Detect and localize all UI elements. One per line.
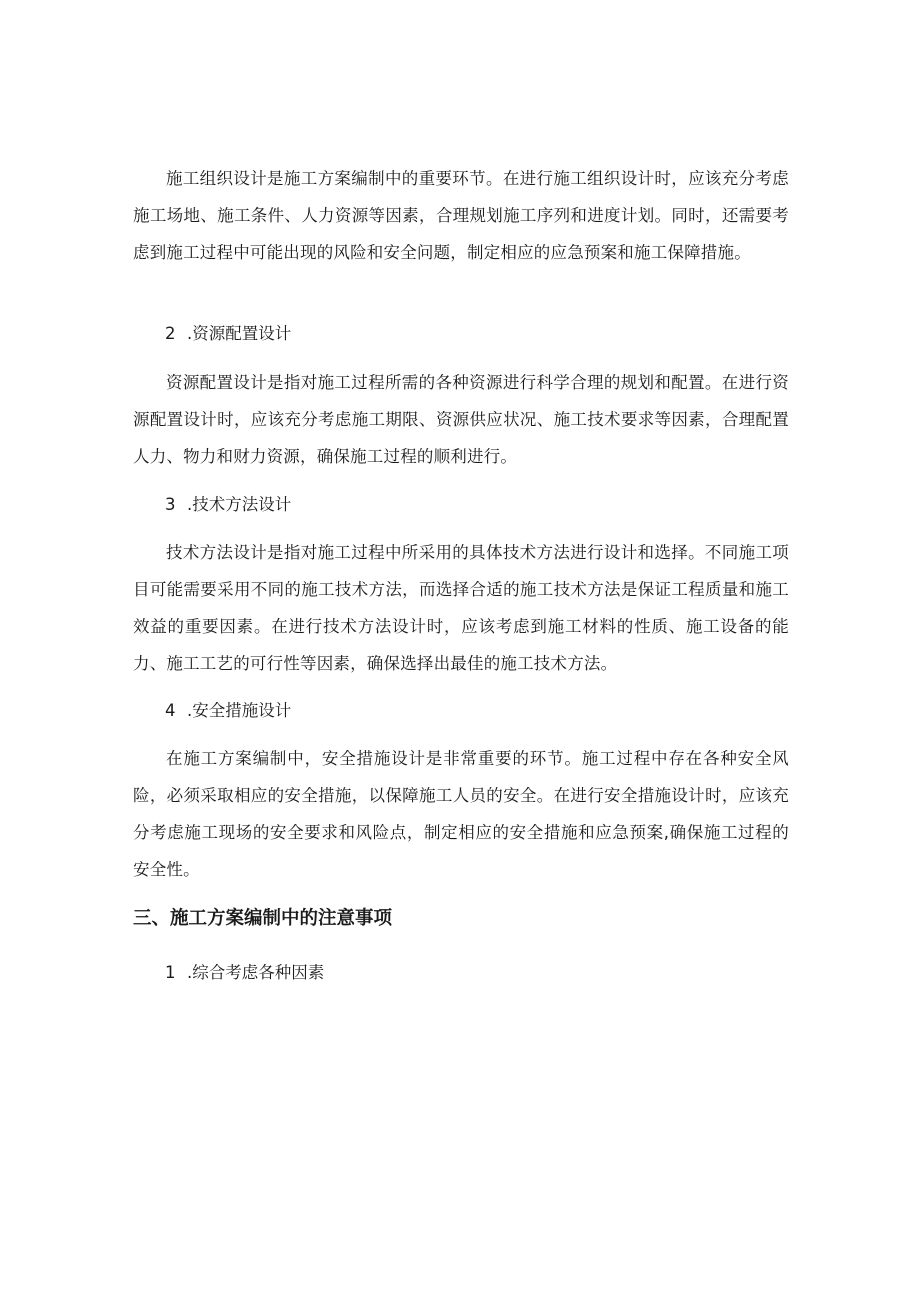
subheading-number: 3 <box>165 495 176 514</box>
subheading-text: .综合考虑各种因素 <box>187 963 325 982</box>
paragraph-resource-allocation: 资源配置设计是指对施工过程所需的各种资源进行科学合理的规划和配置。在进行资源配置设计时，应该充分考虑施工期限、资源供应状况、施工技术要求等因素，合理配置人力、物力和财力资源，确保施工过程的顺利进行。 <box>133 373 789 466</box>
subheading-text: .安全措施设计 <box>187 701 292 720</box>
subheading-technical-method <box>165 493 291 517</box>
paragraph-safety-measures: 在施工方案编制中，安全措施设计是非常重要的环节。施工过程中存在各种安全风险，必须采取相应的安全措施，以保障施工人员的安全。在进行安全措施设计时，应该充分考虑施工现场的安全要求和风险点，制定相应的安全措施和应急预案,确保施工过程的安全性。 <box>133 749 789 879</box>
subheading-text: .资源配置设计 <box>187 324 292 343</box>
paragraph-technical-method: 技术方法设计是指对施工过程中所采用的具体技术方法进行设计和选择。不同施工项目可能需要采用不同的施工技术方法，而选择合适的施工技术方法是保证工程质量和施工效益的重要因素。在进行技术方法设计时，应该考虑到施工材料的性质、施工设备的能力、施工工艺的可行性等因素，确保选择出最佳的施工技术方法。 <box>133 543 789 673</box>
subheading-number: 2 <box>165 324 176 343</box>
subheading-number: 4 <box>165 701 176 720</box>
subheading-comprehensive-factors <box>165 961 324 985</box>
subheading-safety-measures <box>165 699 291 723</box>
section-heading: 三、施工方案编制中的注意事项 <box>133 908 393 929</box>
subheading-number: 1 <box>165 963 176 982</box>
subheading-text: .技术方法设计 <box>187 495 292 514</box>
paragraph-construction-organization: 施工组织设计是施工方案编制中的重要环节。在进行施工组织设计时，应该充分考虑施工场地、施工条件、人力资源等因素，合理规划施工序列和进度计划。同时，还需要考虑到施工过程中可能出现的风险和安全问题，制定相应的应急预案和施工保障措施。 <box>133 169 789 262</box>
subheading-resource-allocation <box>165 322 291 346</box>
